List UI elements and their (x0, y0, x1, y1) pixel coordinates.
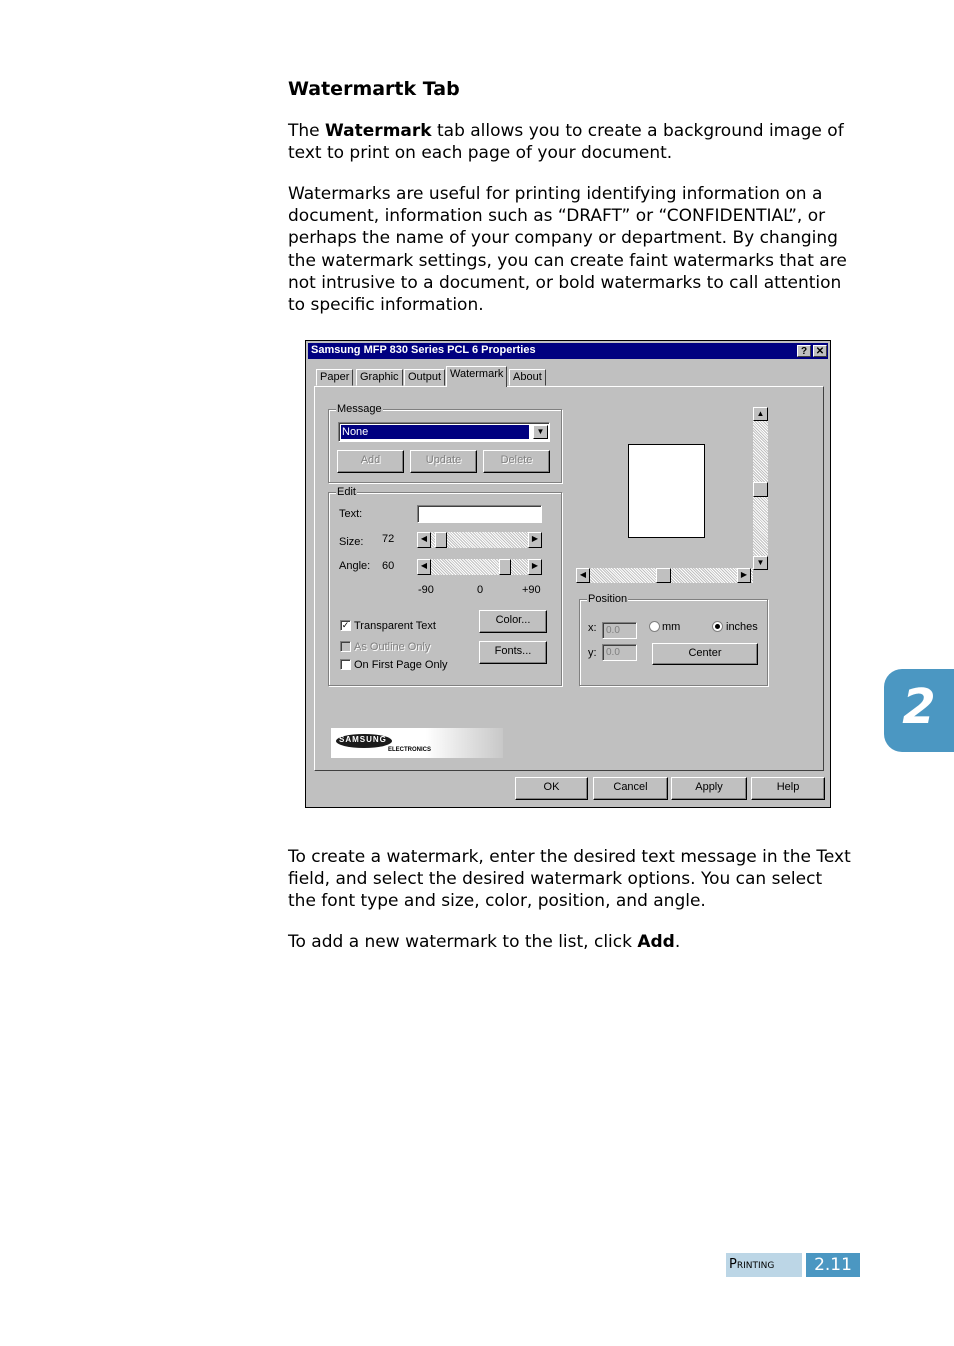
close-icon[interactable]: ✕ (813, 345, 827, 357)
message-dropdown[interactable] (338, 422, 550, 442)
page-preview (628, 444, 705, 538)
tab-output[interactable]: Output (404, 369, 445, 386)
create-watermark-paragraph: To create a watermark, enter the desired text message in the Text field, and select the desired watermark options. You can select the font type and size, color, position, and angle. (288, 847, 851, 912)
color-button[interactable]: Color... (479, 610, 547, 633)
angle-label: Angle: (339, 560, 371, 572)
tab-watermark[interactable]: Watermark (446, 366, 507, 387)
add-text: To add a new watermark to the list, click (288, 932, 638, 952)
chevron-down-icon[interactable]: ▼ (753, 556, 768, 570)
footer-section (726, 1253, 802, 1277)
properties-dialog (305, 340, 831, 808)
angle-min-label: -90 (418, 584, 434, 596)
size-label: Size: (339, 536, 364, 548)
add-term: Add (637, 932, 675, 952)
apply-button[interactable]: Apply (671, 777, 747, 800)
angle-slider[interactable] (417, 559, 542, 575)
message-selected: None (341, 425, 529, 439)
help-icon[interactable]: ? (797, 345, 811, 357)
add-button[interactable]: Add (337, 450, 404, 473)
chevron-right-icon[interactable]: ▶ (528, 532, 542, 548)
angle-slider-thumb[interactable] (499, 559, 511, 575)
tab-about[interactable]: About (509, 369, 546, 386)
footer-page-number: 2.11 (806, 1253, 860, 1277)
chevron-left-icon[interactable]: ◀ (417, 532, 431, 548)
watermark-term: Watermark (325, 121, 432, 141)
logo-sub: ELECTRONICS (388, 747, 432, 753)
chevron-up-icon[interactable]: ▲ (753, 407, 768, 421)
watermark-usage-paragraph: Watermarks are useful for printing identifying information on a document, information such as “DRAFT” or “CONFIDENTIAL”, or perhaps the name of your company or department. By changing the watermark settings, you can create faint watermarks that are not intrusive to a document, or bold watermarks to call attention to specific information. (288, 184, 847, 316)
outline-checkbox[interactable] (340, 641, 351, 652)
inches-radio[interactable] (712, 621, 723, 632)
chevron-left-icon[interactable]: ◀ (417, 559, 431, 575)
tab-graphic[interactable]: Graphic (356, 369, 403, 386)
samsung-logo (331, 728, 503, 758)
angle-value: 60 (382, 560, 395, 572)
y-position-input[interactable]: 0.0 (602, 644, 637, 661)
horizontal-scroll-thumb[interactable] (656, 568, 671, 583)
first-page-label: On First Page Only (354, 659, 448, 671)
intro-text-rest: tab allows you to create a background image of text to print on each page of your document. (288, 121, 844, 164)
x-label: x: (588, 622, 597, 634)
chapter-number: 2 (902, 679, 936, 735)
message-group-label: Message (337, 403, 382, 415)
dialog-title: Samsung MFP 830 Series PCL 6 Properties (311, 344, 536, 356)
mm-label: mm (662, 621, 681, 633)
ok-button[interactable]: OK (515, 777, 588, 800)
edit-group-label: Edit (337, 486, 356, 498)
first-page-checkbox[interactable] (340, 659, 351, 670)
text-label: Text: (339, 508, 363, 520)
add-watermark-paragraph (288, 931, 854, 953)
cancel-button[interactable]: Cancel (593, 777, 668, 800)
mm-radio[interactable] (649, 621, 660, 632)
y-label: y: (588, 647, 597, 659)
size-value: 72 (382, 533, 395, 545)
intro-text: The (288, 121, 326, 141)
x-position-input[interactable]: 0.0 (602, 622, 637, 639)
angle-max-label: +90 (522, 584, 541, 596)
watermark-text-input[interactable] (417, 505, 542, 523)
size-slider-thumb[interactable] (435, 532, 447, 548)
chapter-tab (884, 669, 954, 752)
outline-label: As Outline Only (354, 641, 431, 653)
chevron-right-icon[interactable]: ▶ (528, 559, 542, 575)
inches-label: inches (726, 621, 758, 633)
chevron-left-icon[interactable]: ◀ (576, 568, 590, 583)
chevron-down-icon[interactable]: ▼ (533, 425, 548, 439)
title-bar (308, 343, 828, 359)
intro-paragraph (288, 120, 854, 164)
position-group-label: Position (588, 593, 628, 605)
transparent-label: Transparent Text (354, 620, 436, 632)
footer-section-label: Printing (729, 1257, 775, 1272)
radio-selected-dot (715, 624, 720, 629)
fonts-button[interactable]: Fonts... (479, 641, 547, 664)
add-text-end: . (674, 932, 681, 952)
chevron-right-icon[interactable]: ▶ (737, 568, 751, 583)
help-button[interactable]: Help (751, 777, 825, 800)
update-button[interactable]: Update (410, 450, 477, 473)
tab-paper[interactable]: Paper (316, 369, 353, 386)
delete-button[interactable]: Delete (483, 450, 550, 473)
angle-mid-label: 0 (477, 584, 484, 596)
transparent-checkbox[interactable]: ✓ (341, 620, 350, 630)
logo-brand: SAMSUNG (339, 735, 387, 744)
section-heading: Watermartk Tab (288, 78, 460, 100)
vertical-scroll-thumb[interactable] (753, 482, 768, 497)
center-button[interactable]: Center (652, 643, 758, 665)
